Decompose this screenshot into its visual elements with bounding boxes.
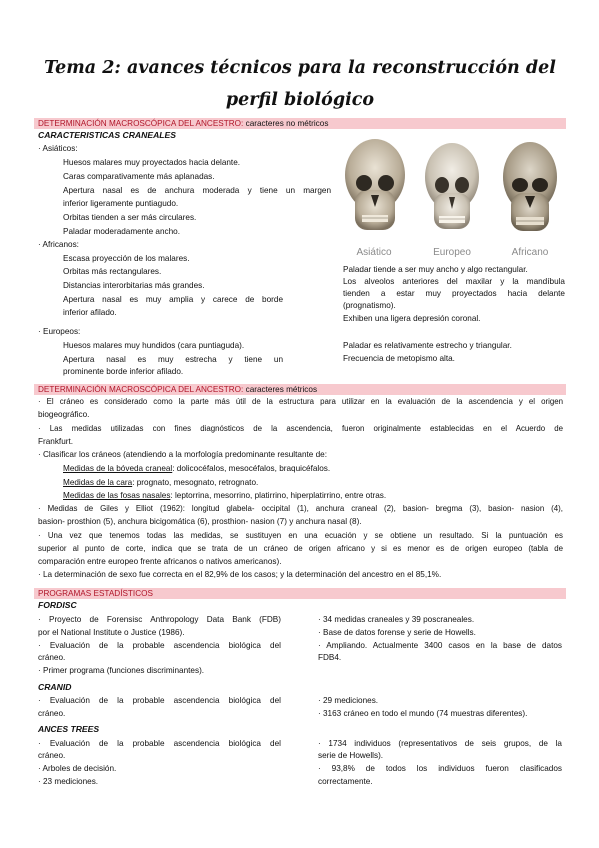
ancestrees-right-item: correctamente.	[318, 777, 373, 786]
medidas-nasales-text: : leptorrina, mesorrino, platirrino, hiperplatirrino, entre otras.	[170, 491, 387, 500]
fordisc-right-item: · Ampliando. Actualmente 3400 casos en la base de datos	[318, 641, 562, 650]
right-text-europeos: Paladar es relativamente estrecho y triangular.	[343, 341, 512, 350]
cranid-right-item: · 29 mediciones.	[318, 696, 379, 705]
asiaticos-item: inferior ligeramente puntiagudo.	[63, 199, 179, 208]
ancestrees-heading: ANCES TREES	[38, 724, 100, 734]
asiaticos-item: Huesos malares muy proyectados hacia delante.	[63, 158, 241, 167]
skull-europeo	[425, 143, 479, 229]
section-header-programas	[34, 588, 566, 599]
ancestrees-left-item: · Evaluación de la probable ascendencia biológica del	[38, 739, 281, 748]
fordisc-left-item: · Evaluación de la probable ascendencia biológica del	[38, 641, 281, 650]
medidas-boveda	[63, 463, 330, 475]
caracteristicas-craneales-heading: CARACTERISTICAS CRANEALES	[38, 130, 176, 140]
metricos-paragraph-1: · El cráneo es considerado como la parte más útil de la estructura para utilizar en la evaluación de la ascendencia y el origen	[38, 397, 563, 406]
metricos-paragraph-1: biogeográfico.	[38, 410, 90, 419]
medidas-cara	[63, 477, 258, 489]
title-line-1: Tema 2: avances técnicos para la reconstrucción del	[44, 58, 556, 78]
section-header-rest: caracteres métricos	[243, 385, 318, 394]
photo-label-africano: Africano	[511, 247, 549, 258]
right-text-africanos: (prognatismo).	[343, 301, 396, 310]
medidas-cara-text: : prognato, mesognato, retrognato.	[132, 478, 259, 487]
cranid-left-item: cráneo.	[38, 709, 66, 718]
fordisc-left-item: · Primer programa (funciones discriminantes).	[38, 666, 205, 675]
medidas-boveda-label: Medidas de la bóveda craneal	[63, 464, 173, 473]
africanos-item: Escasa proyección de los malares.	[63, 254, 190, 263]
section-header-red: PROGRAMAS ESTADÍSTICOS	[38, 589, 153, 598]
photo-label-asiatico: Asiático	[356, 247, 392, 258]
right-text-africanos: Los alveolos anteriores del maxilar y la mandíbula	[343, 277, 565, 286]
europeos-item: Huesos malares muy hundidos (cara puntiaguda).	[63, 341, 245, 350]
metricos-paragraph-6: · La determinación de sexo fue correcta en el 82,9% de los casos; y la determinación del ancestro en el 85,1%.	[38, 570, 442, 579]
ancestrees-right-item: serie de Howells).	[318, 751, 384, 760]
metricos-paragraph-4: · Medidas de Giles y Elliot (1962): longitud glabela- occipital (1), anchura craneal (2), basion- bregma (3), basion- nasion (4),	[38, 504, 563, 513]
fordisc-left-item: por el National Institute o Justice (1986).	[38, 628, 185, 637]
europeos-item: prominente borde inferior afilado.	[63, 367, 184, 376]
metricos-paragraph-2: · Las medidas utilizadas con fines diagnósticos de la ascendencia, fueron originalmente establecidas en el Acuerdo de	[38, 424, 563, 433]
right-text-africanos: tienden a estar muy proyectados hacia delante	[343, 289, 565, 298]
cranid-heading: CRANID	[38, 682, 72, 692]
section-header-red: DETERMINACIÓN MACROSCÓPICA DEL ANCESTRO:	[38, 119, 244, 128]
skulls-photo	[338, 135, 566, 259]
section-header-metricos	[34, 384, 566, 395]
europeos-item: Apertura nasal es muy estrecha y tiene un	[63, 355, 283, 364]
medidas-nasales	[63, 490, 386, 502]
fordisc-heading: FORDISC	[38, 600, 77, 610]
africanos-item: Distancias interorbitarias más grandes.	[63, 281, 205, 290]
skull-asiatico	[345, 139, 405, 230]
medidas-boveda-text: : dolicocéfalos, mesocéfalos, braquicéfalos.	[172, 464, 331, 473]
metricos-paragraph-5: comparación entre europeo frente africanos o nativos americanos).	[38, 557, 282, 566]
asiaticos-item: Apertura nasal es de anchura moderada y tiene un margen	[63, 186, 331, 195]
ancestrees-left-item: cráneo.	[38, 751, 66, 760]
asiaticos-item: Paladar moderadamente ancho.	[63, 227, 180, 236]
asiaticos-label: · Asiáticos:	[38, 144, 78, 153]
africanos-label: · Africanos:	[38, 240, 79, 249]
skulls-illustration	[338, 135, 566, 259]
metricos-paragraph-2: Frankfurt.	[38, 437, 74, 446]
right-text-africanos: Exhiben una ligera depresión coronal.	[343, 314, 481, 323]
document-title	[30, 52, 570, 116]
ancestrees-left-item: · Arboles de decisión.	[38, 764, 117, 773]
skull-africano	[503, 142, 557, 231]
fordisc-right-item: · 34 medidas craneales y 39 poscraneales.	[318, 615, 475, 624]
ancestrees-right-item: · 1734 individuos (representativos de seis grupos, de la	[318, 739, 562, 748]
fordisc-right-item: FDB4.	[318, 653, 342, 662]
africanos-item: Orbitas más rectangulares.	[63, 267, 162, 276]
fordisc-left-item: cráneo.	[38, 653, 66, 662]
ancestrees-left-item: · 23 mediciones.	[38, 777, 99, 786]
section-header-rest: caracteres no métricos	[243, 119, 329, 128]
europeos-label: · Europeos:	[38, 327, 81, 336]
section-header-no-metricos	[34, 118, 566, 129]
asiaticos-item: Caras comparativamente más aplanadas.	[63, 172, 215, 181]
cranid-left-item: · Evaluación de la probable ascendencia biológica del	[38, 696, 281, 705]
metricos-paragraph-3: · Clasificar los cráneos (atendiendo a la morfología predominante resultante de:	[38, 450, 327, 459]
medidas-cara-label: Medidas de la cara	[63, 478, 133, 487]
right-text-africanos: Paladar tiende a ser muy ancho y algo rectangular.	[343, 265, 528, 274]
right-text-europeos: Frecuencia de metopismo alta.	[343, 354, 455, 363]
fordisc-right-item: · Base de datos forense y serie de Howells.	[318, 628, 476, 637]
title-line-2: perfil biológico	[225, 90, 375, 110]
section-header-red: DETERMINACIÓN MACROSCÓPICA DEL ANCESTRO:	[38, 385, 244, 394]
asiaticos-item: Orbitas tienden a ser más circulares.	[63, 213, 197, 222]
cranid-right-item: · 3163 cráneo en todo el mundo (74 muestras diferentes).	[318, 709, 528, 718]
photo-label-europeo: Europeo	[433, 247, 471, 258]
ancestrees-right-item: · 93,8% de todos los individuos fueron clasificados	[318, 764, 562, 773]
metricos-paragraph-5: superior al punto de corte, indica que se trata de un cráneo de origen africano y si es menor es de origen europeo (tabla de	[38, 544, 563, 553]
fordisc-left-item: · Proyecto de Forensisc Anthropology Data Bank (FDB)	[38, 615, 281, 624]
africanos-item: inferior afilado.	[63, 308, 117, 317]
metricos-paragraph-4: basion- prosthion (5), anchura bicigomática (6), prosthion- nasion (7) y anchura nasal (8).	[38, 517, 362, 526]
medidas-nasales-label: Medidas de las fosas nasales	[63, 491, 171, 500]
africanos-item: Apertura nasal es muy amplia y carece de borde	[63, 295, 283, 304]
metricos-paragraph-5: · Una vez que tenemos todas las medidas, se sustituyen en una ecuación y se obtiene un resultado. Si la puntuación es	[38, 531, 563, 540]
